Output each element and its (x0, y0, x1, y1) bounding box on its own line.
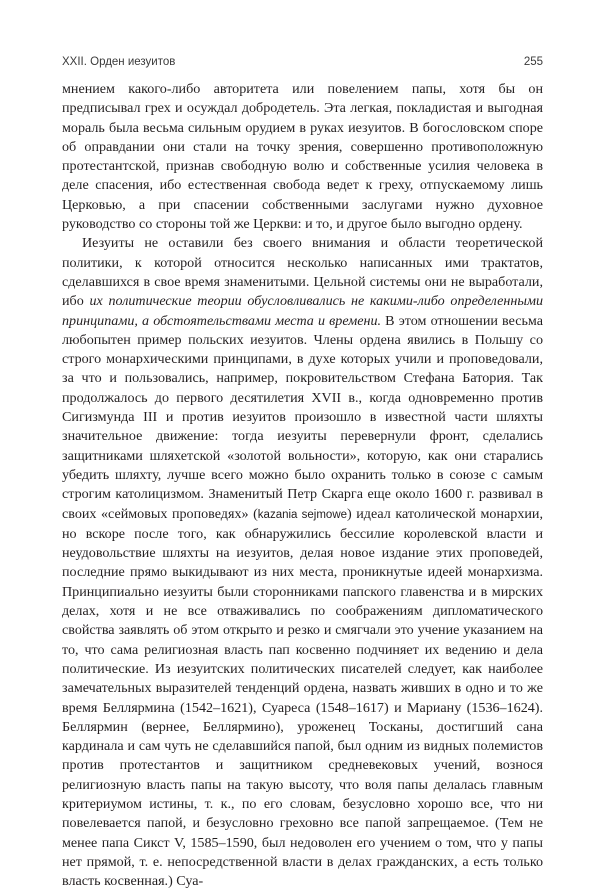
paragraph-2 (62, 234, 543, 890)
latin-term: kazania sejmowe (257, 508, 348, 521)
italic-emphasis: их политические теории обусловливались не какими-либо определенными принципами, а обстоятельствами места и времени. (62, 293, 543, 329)
paragraph-text: Иезуиты не оставили без своего внимания и области теоретической политики, к которой относится несколько написанных ими трактатов, сделавшихся в свое время знаменитыми. Цельной системы они не выработали, ибо (62, 235, 543, 310)
paragraph-1 (62, 80, 543, 234)
paragraph-text: мнением какого-либо авторитета или повелением папы, хотя бы он предписывал грех и осуждал добродетель. Эта легкая, покладистая и выгодная мораль была весьма сильным орудием в руках иезуитов. В богословском споре об оправдании они стали на точку зрения, совершенно противоположную протестантской, признав свободную волю и собственные усилия человека в деле спасения, ибо естественная свобода ведет к греху, отпускаемому лишь Церковью, а при спасении собственными заслугами нужно духовное руководство со стороны той же Церкви: и то, и другое было выгодно ордену. (62, 81, 543, 233)
running-header (62, 56, 543, 70)
paragraph-text: В этом отношении весьма любопытен пример польских иезуитов. Члены ордена явились в Польшу со строго монархическими принципами, в духе которых учили и проповедовали, за что и пользовались, например, покровительством Стефана Батория. Так продолжалось до первого десятилетия XVII в., когда одновременно против Сигизмунда III и против иезуитов произошло в известной части шляхты значительное движение: тогда иезуиты перевернули фронт, сделались защитниками шляхетской «золотой вольности», которую, как они старались убедить шляхту, лучше всего можно было охранить только в союзе с самым строгим католицизмом. Знаменитый Петр Скарга еще около 1600 г. развивал в своих «сеймовых проповедях» ( (62, 312, 543, 522)
paragraph-text: ) идеал католической монархии, но вскоре после того, как обнаружились бессилие королевской власти и неудовольствие шляхты на иезуитов, делая новое издание этих проповедей, последние прямо выкидывают из них места, проникнутые идеей монархизма. Принципиально иезуиты были сторонниками папского главенства и в мирских делах, хотя и не все отваживались по соображениям дипломатического свойства заявлять об этом открыто и резко и смягчали это учение указанием на то, что сама религиозная власть пап косвенно подчиняет их ведению и дела политические. Из иезуитских политических писателей следует, как наиболее замечательных выразителей тенденций ордена, назвать живших в одно и то же время Беллярмина (1542–1621), Суареса (1548–1617) и Мариану (1536–1624). Беллярмин (вернее, Беллярмино), уроженец Тосканы, достигший сана кардинала и сам чуть не сделавшийся папой, был одним из видных полемистов против протестантов и защитником средневековых учений, вознося религиозную власть папы на такую высоту, что воля папы делалась главным критериумом истины, т. к., по его словам, безусловно хорошо все, что ни повелевается папой, и безусловно греховно все папой запрещаемое. (Тем не менее папа Сикст V, 1585–1590, был недоволен его учением о том, что у папы нет прямой, т. е. непосредственной власти в делах гражданских, а есть только власть косвенная.) Суа- (62, 505, 543, 890)
page-body (62, 80, 543, 890)
chapter-title: XXII. Орден иезуитов (62, 56, 176, 68)
page-number: 255 (523, 56, 543, 68)
